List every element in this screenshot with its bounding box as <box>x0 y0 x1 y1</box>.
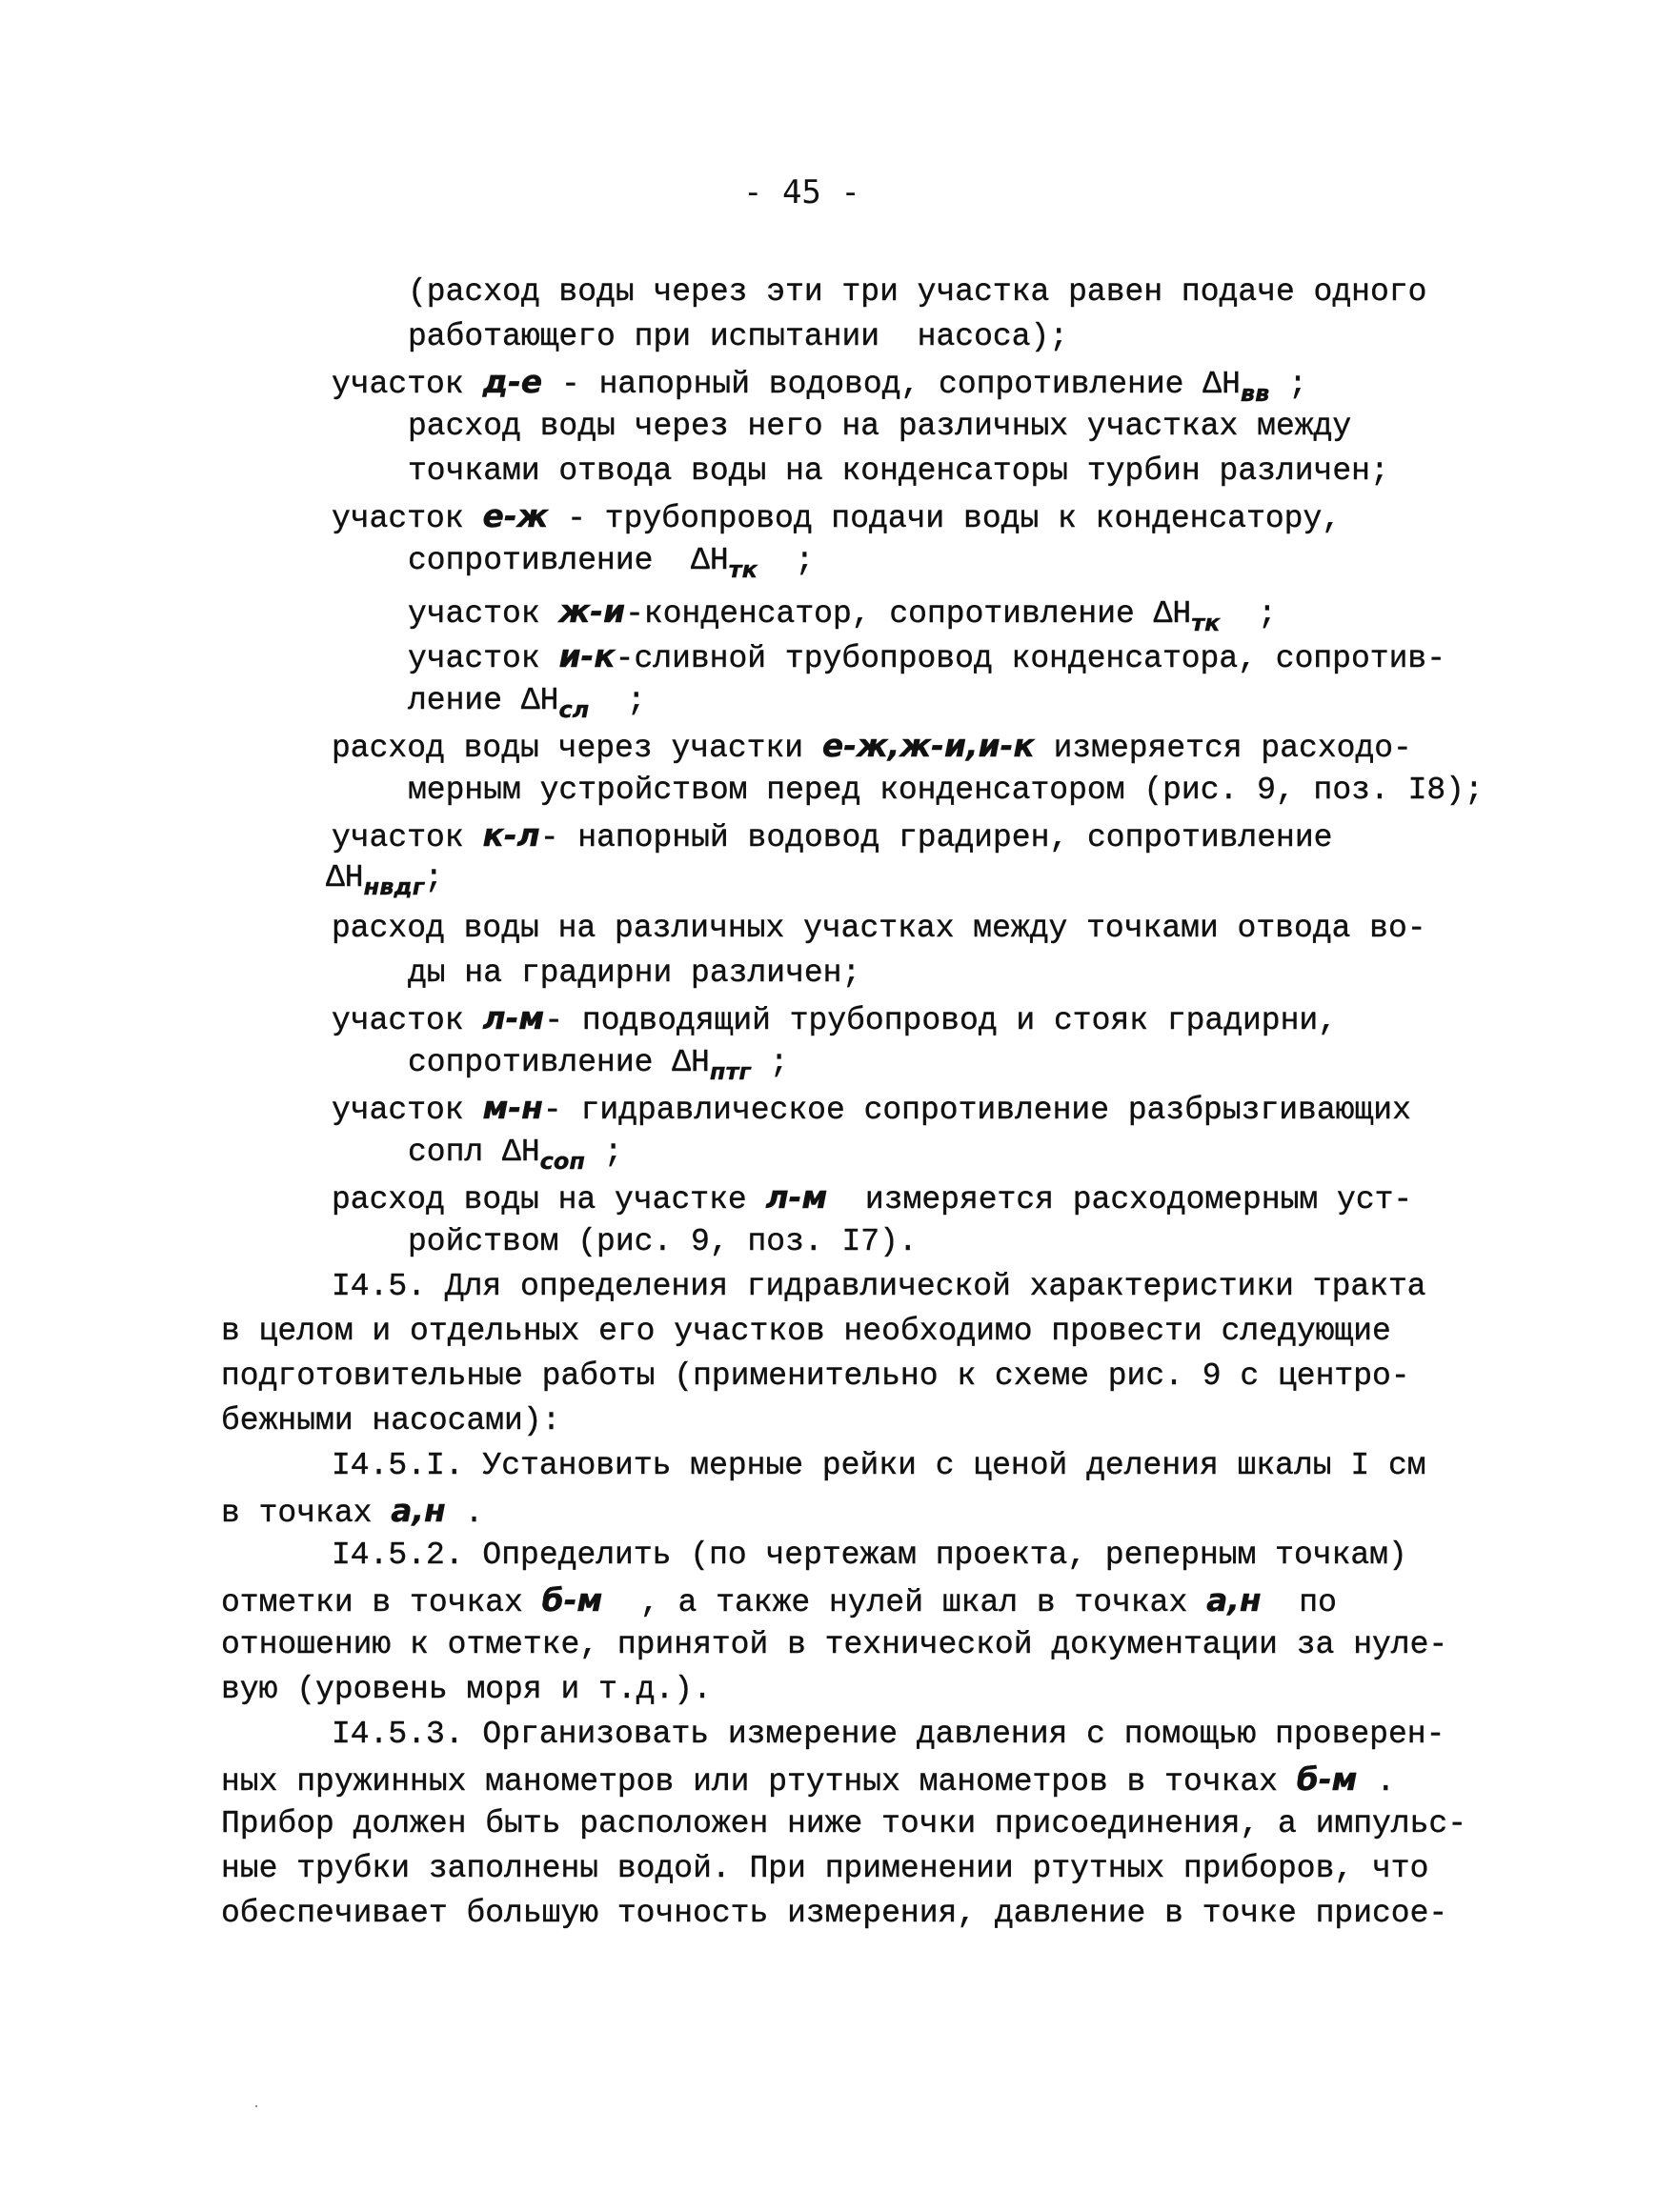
text-line: ные трубки заполнены водой. При применении ртутных приборов, что <box>221 1851 1429 1886</box>
text-line: расход воды через него на различных участках между <box>408 409 1352 444</box>
text-line: обеспечивает большую точность измерения, давление в точке присое- <box>221 1896 1448 1931</box>
text-line: участок м-н- гидравлическое сопротивление разбрызгивающих <box>332 1089 1411 1128</box>
text-line: I4.5.I. Установить мерные рейки с ценой деления шкалы I см <box>332 1448 1426 1483</box>
text-line: участок е-ж - трубопровод подачи воды к конденсатору, <box>332 497 1342 536</box>
text-line: участок ж-и-конденсатор, сопротивление $\Delta H_{тк}$ ; <box>408 593 1277 636</box>
scan-speck <box>255 2105 257 2107</box>
text-line: участок к-л- напорный водовод градирен, сопротивление <box>332 816 1333 855</box>
text-line: ды на градирни различен; <box>408 955 861 991</box>
text-line: $\Delta H_{нвдг}$; <box>326 860 444 900</box>
text-line: подготовительные работы (применительно к схеме рис. 9 с центро- <box>221 1358 1410 1394</box>
text-line: (расход воды через эти три участка равен подаче одного <box>408 274 1427 310</box>
text-line: участок л-м- подводящий трубопровод и стояк градирни, <box>332 999 1338 1038</box>
text-line: расход воды на участке л-м измеряется расходомерным уст- <box>332 1178 1413 1217</box>
text-line: I4.5.3. Организовать измерение давления с помощью проверен- <box>332 1717 1445 1752</box>
text-line: в точках а,н . <box>221 1492 484 1531</box>
text-line: Прибор должен быть расположен ниже точки присоединения, а импульс- <box>221 1806 1467 1841</box>
text-line: ных пружинных манометров или ртутных манометров в точках б-м . <box>221 1760 1396 1800</box>
text-line: I4.5.2. Определить (по чертежам проекта, реперным точкам) <box>332 1538 1407 1573</box>
text-line: сопл $\Delta H_{соп}$ ; <box>408 1135 623 1175</box>
text-line: отношению к отметке, принятой в технической документации за нуле- <box>221 1627 1448 1662</box>
text-line: расход воды на различных участках между точками отвода во- <box>332 911 1426 946</box>
text-line: бежными насосами): <box>221 1403 561 1438</box>
text-line: точками отвода воды на конденсаторы турбин различен; <box>408 453 1389 489</box>
text-line: сопротивление $\Delta H_{птг}$ ; <box>408 1045 789 1085</box>
text-line: мерным устройством перед конденсатором (рис. 9, поз. I8); <box>408 773 1484 808</box>
text-line: в целом и отдельных его участков необходимо провести следующие <box>221 1314 1391 1349</box>
text-line: вую (уровень моря и т.д.). <box>221 1672 712 1707</box>
text-line: I4.5. Для определения гидравлической характеристики тракта <box>332 1269 1426 1304</box>
text-line: участок и-к-сливной трубопровод конденсатора, сопротив- <box>408 637 1445 676</box>
text-line: ление $\Delta H_{сл}$ ; <box>408 683 646 723</box>
text-line: работающего при испытании насоса); <box>408 319 1069 354</box>
text-line: отметки в точках б-м , а также нулей шкал в точках а,н по <box>221 1581 1337 1620</box>
text-line: расход воды через участки е-ж,ж-и,и-к измеряется расходо- <box>332 727 1412 766</box>
page-number: - 45 - <box>743 173 860 211</box>
text-line: сопротивление $\Delta H_{тк}$ ; <box>408 543 815 583</box>
text-line: участок д-е - напорный водовод, сопротивление $\Delta H_{вв}$ ; <box>332 363 1307 407</box>
text-line: ройством (рис. 9, поз. I7). <box>408 1224 918 1259</box>
